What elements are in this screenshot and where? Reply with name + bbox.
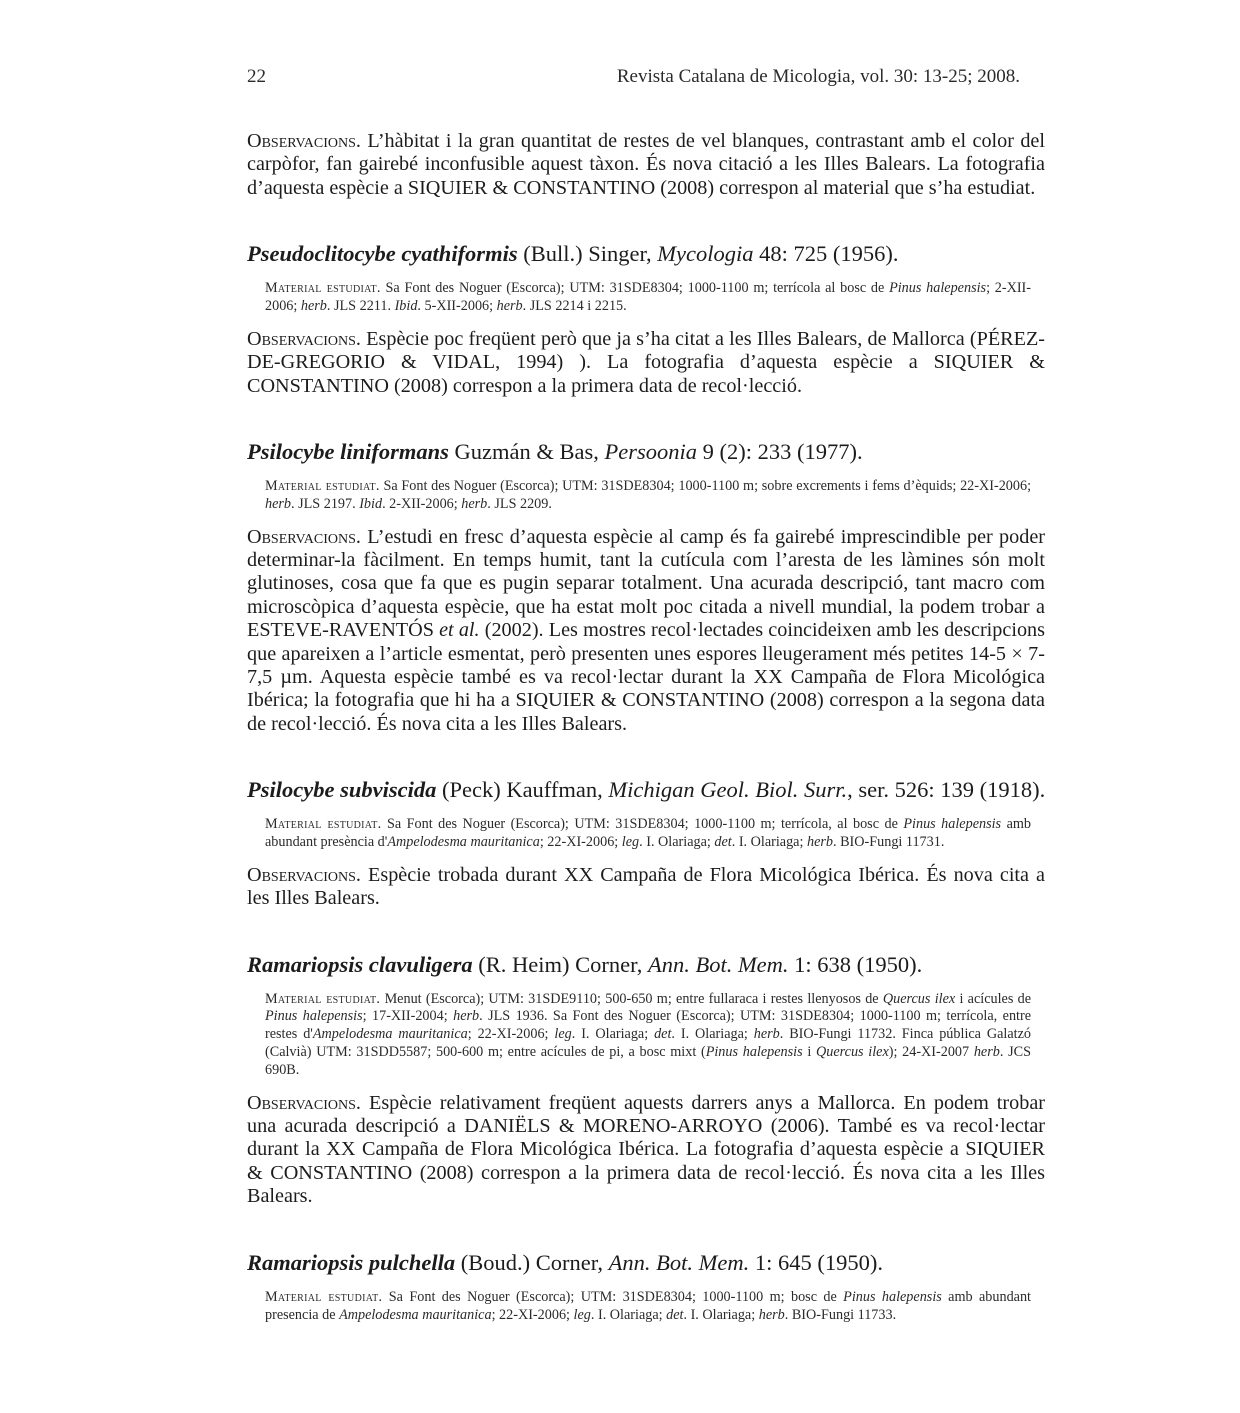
page-number: 22 [247,66,266,87]
species-heading: Ramariopsis pulchella (Boud.) Corner, Ann. Bot. Mem. 1: 645 (1950). [247,1249,883,1275]
main-content [247,130,1045,1324]
species-heading: Psilocybe liniformans Guzmán & Bas, Persoonia 9 (2): 233 (1977). [247,439,863,465]
material-studied: Material estudiat. Sa Font des Noguer (Escorca); UTM: 31SDE8304; 1000-1100 m; bosc de Pinus halepensis amb abundant presencia de Ampelodesma mauritanica; 22-XI-2006; leg. I. Olariaga; det. I. Olariaga; herb. BIO-Fungi 11733. [265,1288,1031,1323]
species-heading: Pseudoclitocybe cyathiformis (Bull.) Singer, Mycologia 48: 725 (1956). [247,241,899,267]
material-studied: Material estudiat. Menut (Escorca); UTM: 31SDE9110; 500-650 m; entre fullaraca i restes llenyosos de Quercus ilex i acícules de Pinus halepensis; 17-XII-2004; herb. JLS 1936. Sa Font des Noguer (Escorca); UTM: 31SDE8304; 1000-1100 m; terrícola, entre restes d'Ampelodesma mauritanica; 22-XI-2006; leg. I. Olariaga; det. I. Olariaga; herb. BIO-Fungi 11732. Finca pública Galatzó (Calvià) UTM: 31SDD5587; 500-600 m; entre acícules de pi, a bosc mixt (Pinus halepensis i Quercus ilex); 24-XI-2007 herb. JCS 690B. [265,990,1032,1078]
observations-paragraph: Observacions. Espècie poc freqüent però que ja s’ha citat a les Illes Balears, de Mallorca (PÉREZ-DE-GREGORIO & VIDAL, 1994) ). La fotografia d’aquesta espècie a SIQUIER & CONSTANTINO (2008) correspon a la primera data de recol·lecció. [247,327,1045,397]
observations-paragraph: Observacions. L’hàbitat i la gran quantitat de restes de vel blanques, contrastant amb el color del carpòfor, fan gairebé inconfusible aquest tàxon. És nova citació a les Illes Balears. La fotografia d’aquesta espècie a SIQUIER & CONSTANTINO (2008) correspon al material que s’ha estudiat. [247,130,1046,199]
observations-paragraph: Observacions. Espècie trobada durant XX Campaña de Flora Micológica Ibérica. És nova cita a les Illes Balears. [247,863,1045,910]
material-studied: Material estudiat. Sa Font des Noguer (Escorca); UTM: 31SDE8304; 1000-1100 m; terrícola al bosc de Pinus halepensis; 2-XII-2006; herb. JLS 2211. Ibid. 5-XII-2006; herb. JLS 2214 i 2215. [265,280,1032,315]
running-header [247,66,1020,94]
observations-paragraph: Observacions. Espècie relativament freqüent aquests darrers anys a Mallorca. En podem trobar una acurada descripció a DANIËLS & MORENO-ARROYO (2006). També es va recol·lectar durant la XX Campaña de Flora Micológica Ibérica. La fotografia d’aquesta espècie a SIQUIER & CONSTANTINO (2008) correspon a la primera data de recol·lecció. És nova cita a les Illes Balears. [247,1091,1046,1208]
journal-citation: Revista Catalana de Micologia, vol. 30: 13-25; 2008. [616,66,1020,87]
observations-paragraph: Observacions. L’estudi en fresc d’aquesta espècie al camp és fa gairebé imprescindible per poder determinar-la fàcilment. En temps humit, tant la cutícula com l’aresta de les làmines són molt glutinoses, cosa que fa que es pugin separar totalment. Una acurada descripció, tant macro com microscòpica d’aquesta espècie, que ha estat molt poc citada a nivell mundial, la podem trobar a ESTEVE-RAVENTÓS et al. (2002). Les mostres recol·lectades coincideixen amb les descripcions que apareixen a l’article esmentat, però presenten unes espores lleugerament més petites 14-5 × 7-7,5 µm. Aquesta espècie també es va recol·lectar durant la XX Campaña de Flora Micológica Ibérica; la fotografia que hi ha a SIQUIER & CONSTANTINO (2008) correspon a la segona data de recol·lecció. És nova cita a les Illes Balears. [247,525,1046,735]
material-studied: Material estudiat. Sa Font des Noguer (Escorca); UTM: 31SDE8304; 1000-1100 m; terrícola, al bosc de Pinus halepensis amb abundant presència d'Ampelodesma mauritanica; 22-XI-2006; leg. I. Olariaga; det. I. Olariaga; herb. BIO-Fungi 11731. [265,816,1031,851]
species-heading: Psilocybe subviscida (Peck) Kauffman, Michigan Geol. Biol. Surr., ser. 526: 139 (1918). [247,777,1046,803]
material-studied: Material estudiat. Sa Font des Noguer (Escorca); UTM: 31SDE8304; 1000-1100 m; sobre excrements i fems d’èquids; 22-XI-2006; herb. JLS 2197. Ibid. 2-XII-2006; herb. JLS 2209. [265,478,1032,512]
species-heading: Ramariopsis clavuligera (R. Heim) Corner, Ann. Bot. Mem. 1: 638 (1950). [247,951,923,977]
